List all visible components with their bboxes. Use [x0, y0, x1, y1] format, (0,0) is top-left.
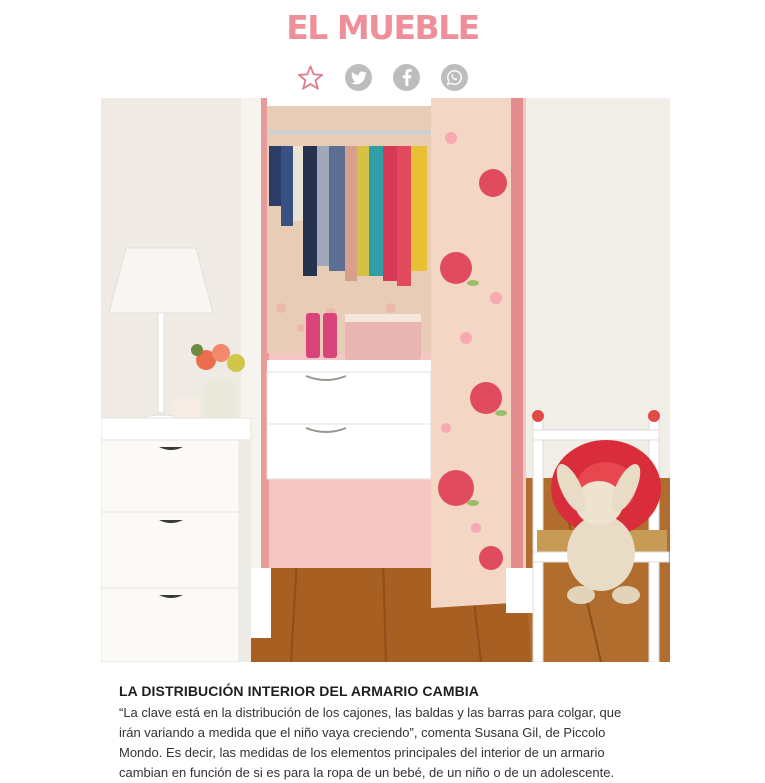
- site-logo[interactable]: EL MUEBLE: [286, 8, 479, 47]
- twitter-icon: [351, 71, 367, 85]
- wardrobe-illustration: [101, 98, 670, 662]
- favorite-button[interactable]: [297, 64, 324, 91]
- twitter-share-button[interactable]: [345, 64, 372, 91]
- facebook-share-button[interactable]: [393, 64, 420, 91]
- whatsapp-share-button[interactable]: [441, 64, 468, 91]
- whatsapp-icon: [446, 69, 463, 86]
- article-photo: [101, 98, 670, 662]
- article-caption: [119, 682, 639, 783]
- facebook-icon: [402, 69, 412, 86]
- share-bar: [0, 64, 765, 91]
- star-icon: [297, 63, 324, 93]
- article-body: “La clave está en la distribución de los cajones, las baldas y las barras para colgar, que irán variando a medida que el niño vaya creciendo”, comenta Susana Gil, de Piccolo Mondo. Es decir, las medidas de los elementos principales del interior de un armario cambian en función de si es para la ropa de un bebé, de un niño o de un adolescente.: [119, 705, 622, 780]
- article-heading: LA DISTRIBUCIÓN INTERIOR DEL ARMARIO CAMBIA: [119, 683, 479, 699]
